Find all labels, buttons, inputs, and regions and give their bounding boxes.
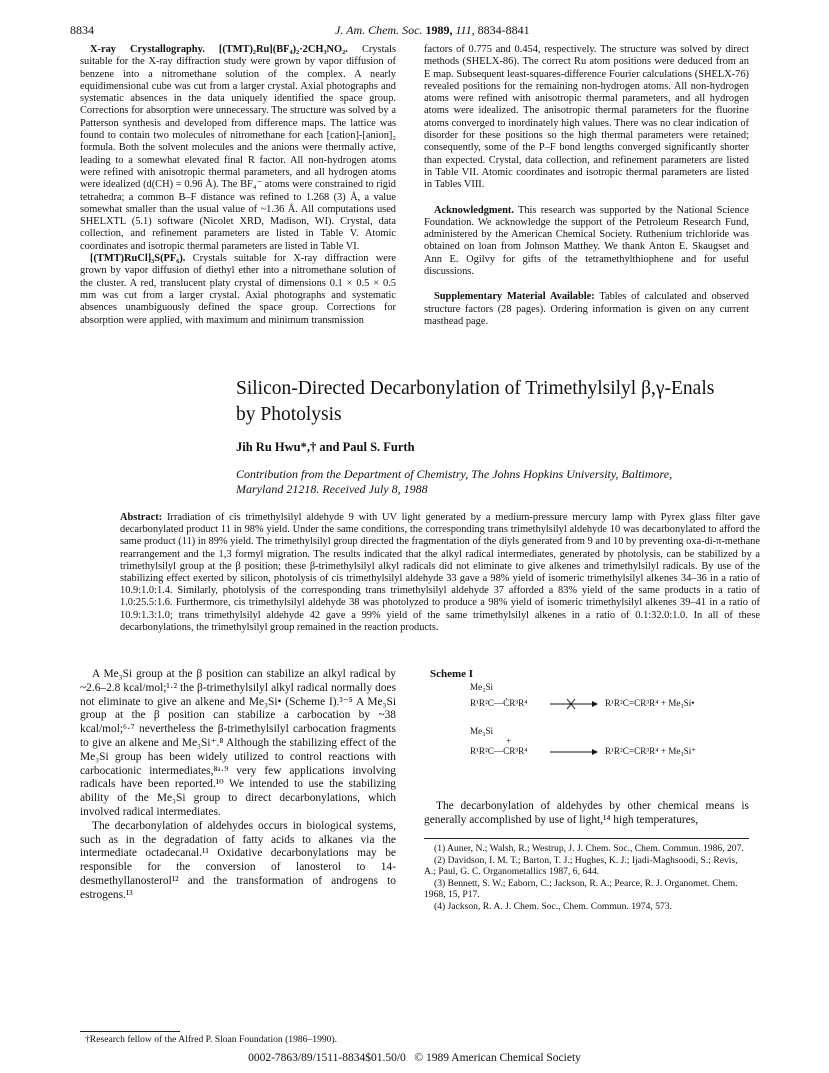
abstract-lead: Abstract: — [120, 512, 163, 523]
affiliation-line-1: Contribution from the Department of Chemistry, The Johns Hopkins University, Baltimore, — [236, 467, 673, 481]
body-paragraph-1: A Me₃Si group at the β position can stabilize an alkyl radical by ~2.6–2.8 kcal/mol;¹·² the β-trimethylsilyl alkyl radical normally does not eliminate to give an alkene and Me₃Si• (Scheme I).³⁻⁵ A Me₃Si group at the β position can stabilize a carbocation by ~38 kcal/mol;⁶·⁷ nevertheless the β-trimethylsilyl carbocation fragments to give an alkene and Me₃Si⁺.⁸ Although the stabilizing effect of the Me₃Si group has been widely utilized to control reactions with carbocationic intermediates,⁸ᵃ·⁹ very few applications involving radicals have been reported.¹⁰ We intended to use the stabilizing ability of the Me₃Si group to direct decarbonylations, which involved radical intermediates. — [80, 668, 396, 818]
body-right-column — [424, 800, 749, 828]
xray-paragraph-1: Crystals suitable for the X-ray diffraction study were grown by vapor diffusion of benzene into a nitromethane solution of the complex. A nearly equidimensional cube was cut from a larger crystal. Axial photographs and systematic absences in the data uniquely identified the space group. Corrections for absorption were unnecessary. The structure was solved by a Patterson synthesis and developed from difference maps. The lattice was found to contain two molecules of nitromethane for each [cation]-[anion]₂ formula. Both the solvent molecules and the anions were thermally active, leading to a somewhat elevated final R factor. All non-hydrogen atoms were refined with anisotropic thermal parameters, and all hydrogen atoms were idealized (d(CH) = 0.96 Å). The BF₄⁻ atoms were constrained to rigid tetrahedra; a common B–F distance was refined to 1.268 (3) Å, a value somewhat smaller than the usual value of ~1.36 Å. All computations used SHELXTL (5.1) software (Nicolet XRD, Madison, WI). Crystal, data collection, and refinement parameters are listed in Table V. Atomic coordinates and isotropic thermal parameters are listed in Table VI. — [80, 44, 396, 252]
top-right-column — [424, 44, 749, 328]
reference-3: (3) Bennett, S. W.; Eaborn, C.; Jackson, R. A.; Pearce, R. J. Organomet. Chem. 1968, 15, P17. — [424, 877, 738, 901]
title-line-2: by Photolysis — [236, 404, 342, 425]
scheme-row2-product: R¹R²C=CR³R⁴ + Me₃Si⁺ — [605, 746, 697, 756]
journal-year: 1989, — [425, 23, 453, 37]
references-rule — [424, 838, 749, 839]
scheme-row2-reactant: R¹R²C—CR³R⁴ — [470, 746, 528, 756]
scheme-1 — [440, 680, 770, 780]
footnote-rule — [80, 1031, 180, 1032]
journal-volume: 111, — [455, 23, 475, 37]
title-line-1: Silicon-Directed Decarbonylation of Trimethylsilyl β,γ-Enals — [236, 378, 715, 399]
top-left-column — [80, 44, 396, 327]
running-header — [335, 23, 530, 38]
author-footnote: †Research fellow of the Alfred P. Sloan Foundation (1986–1990). — [85, 1034, 338, 1045]
page-footer — [0, 1052, 829, 1064]
reference-4: (4) Jackson, R. A. J. Chem. Soc., Chem. Commun. 1974, 573. — [434, 900, 672, 912]
xray-lead-2: [(TMT)RuCl]₃S(PF₆). — [90, 253, 186, 265]
article-title — [236, 376, 776, 428]
scheme-row1-substituent: Me₃Si — [470, 682, 494, 692]
arrow-right-icon — [548, 746, 598, 758]
reference-2: (2) Davidson, I. M. T.; Barton, T. J.; Hughes, K. J.; Ijadi-Maghsoodi, S.; Revis, A.; Paul, G. C. Organometallics 1987, 6, 644. — [424, 854, 738, 878]
scheme-row1-reactant: R¹R²C—ĊR³R⁴ — [470, 698, 528, 708]
reference-1: (1) Auner, N.; Walsh, R.; Westrup, J. J. Chem. Soc., Chem. Commun. 1986, 207. — [434, 843, 744, 854]
supplementary-lead: Supplementary Material Available: — [434, 291, 595, 303]
affiliation-line-2: Maryland 21218. Received July 8, 1988 — [236, 481, 428, 496]
xray-paragraph-continued: factors of 0.775 and 0.454, respectively. The structure was solved by direct methods (SHELX-86). The correct Ru atom positions were deduced from an E map. Subsequent least-squares-difference Fourier calculations (SHELX-76) revealed positions for the remaining non-hydrogen atoms. All non-hydrogen atoms were refined with anisotropic thermal parameters, and all hydrogen atoms were idealized. The anisotropic thermal parameters for the fluorine atoms converged to inordinately high values. There was no clear indication of disorder for these positions so the high thermal parameters were retained; consequently, some of the P–F bond lengths converged significantly shorter than expected. Crystal, data collection, and refinement parameters are listed in Table VII. Atomic coordinates and isotropic thermal parameters are listed in Tables VIII. — [424, 44, 749, 191]
affiliation — [236, 467, 776, 496]
abstract — [120, 512, 760, 634]
scheme-row2-charge: + — [506, 736, 512, 746]
xray-paragraph-2: Crystals suitable for X-ray diffraction were grown by vapor diffusion of diethyl ether into a nitromethane solution of the cluster. A red, translucent platy crystal of dimensions 0.1 × 0.5 × 0.5 mm was cut from a larger crystal. Axial photographs and systematic absences unambiguously defined the space group. Corrections for absorption were applied, with maximum and minimum transmission — [80, 253, 396, 326]
body-left-column — [80, 668, 396, 903]
abstract-text: Irradiation of cis trimethylsilyl aldehyde 9 with UV light generated by a medium-pressure mercury lamp with Pyrex glass filter gave decarbonylated product 11 in 98% yield. Under the same conditions, the corresponding trans trimethylsilyl aldehyde 10 was decarbonylated to afford the same product (11) in 89% yield. The trimethylsilyl group directed the fragmentation of the diyls generated from 9 and 10 by preventing oxa-di-π-methane rearrangement and the 1,3 formyl migration. The results indicated that the alkyl radical intermediates, generated by photolysis, can be stabilized by a trimethylsilyl group at the β position; these β-trimethylsilyl alkyl radicals did not eliminate to give alkenes and trimethylsilyl radicals. By use of the stabilizing effect exerted by silicon, photolysis of cis trimethylsilyl aldehyde 33 gave a 98% yield of isomeric trimethylsilyl alkenes 34–36 in a ratio of 10.9:1.0:1.4. Similarly, photolysis of the corresponding trans trimethylsilyl aldehyde 37 afforded a 83% yield of the same products in a ratio of 1.0:25.5:1.6. Furthermore, cis trimethylsilyl aldehyde 38 was photolyzed to produce a 98% yield of isomeric trimethylsilyl alkenes 39–41 in a ratio of 10.9:1.3:1.0; trans trimethylsilyl aldehyde 42 gave a 99% yield of the same trimethylsilyl alkenes in a ratio of 0.1:32.0:1.0. In all of these decarbonylations, the trimethylsilyl group remained in the reaction products. — [120, 512, 760, 633]
xray-lead: X-ray Crystallography. [(TMT)₂Ru](BF₄)₂·2CH₃NO₂. — [90, 44, 348, 55]
footer-code: 0002-7863/89/1511-8834$01.50/0 — [248, 1052, 406, 1064]
journal-pages: 8834-8841 — [477, 23, 530, 37]
footer-copyright: © 1989 American Chemical Society — [414, 1052, 581, 1064]
acknowledgment-lead: Acknowledgment. — [434, 204, 514, 216]
references — [424, 843, 749, 913]
scheme-row1-product: R¹R²C=CR³R⁴ + Me₃Si• — [605, 698, 695, 708]
scheme-row2-substituent: Me₃Si — [470, 726, 494, 736]
body-right-paragraph-1: The decarbonylation of aldehydes by other chemical means is generally accomplished by use of light,¹⁴ high temperatures, — [424, 800, 749, 826]
blocked-arrow-icon — [548, 698, 598, 710]
acknowledgment-text: This research was supported by the National Science Foundation. We acknowledge the support of the Petroleum Research Fund, administered by the American Chemical Society. Ruthenium trichloride was obtained on loan from Johnson Matthey. We thank Anton E. Skaugset and Ann E. Ogilvy for gifts of the tetramethylthiophene and for useful discussions. — [424, 204, 749, 278]
body-paragraph-2: The decarbonylation of aldehydes occurs in biological systems, such as in the degradation of fatty acids to alkanes via the intermediate octadecanal.¹¹ Oxidative decarbonylations may be responsible for the conversion of lanosterol to 14-desmethyllanosterol¹² and the transformation of androgens to estrogens.¹³ — [80, 819, 396, 901]
authors: Jih Ru Hwu*,† and Paul S. Furth — [236, 440, 415, 454]
page-number: 8834 — [70, 23, 94, 37]
journal-name: J. Am. Chem. Soc. — [335, 23, 423, 37]
scheme-label: Scheme I — [430, 668, 474, 680]
supplementary-text: Tables of calculated and observed structure factors (28 pages). Ordering information is given on any current masthead page. — [424, 291, 749, 327]
